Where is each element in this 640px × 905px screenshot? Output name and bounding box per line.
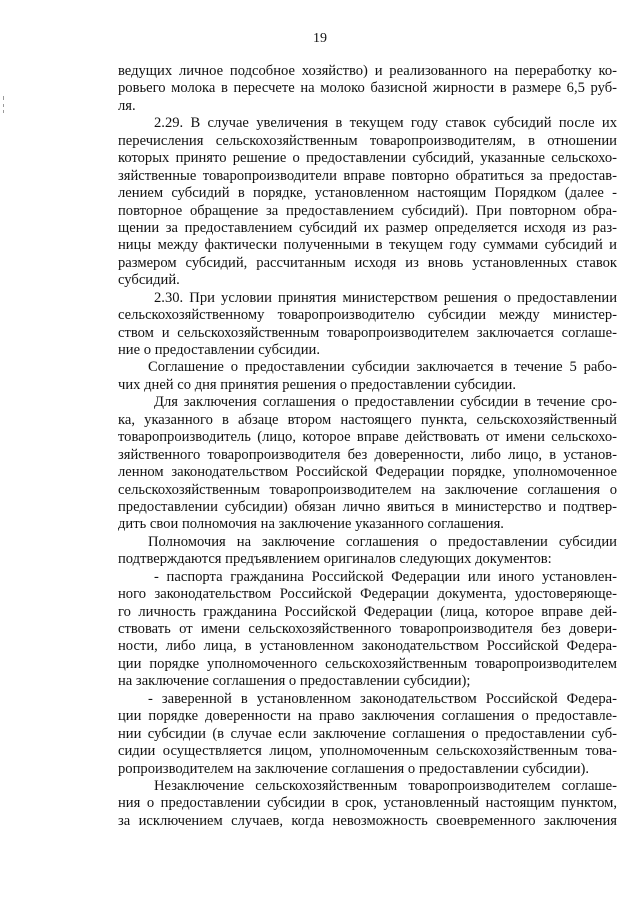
text-line: ровьего молока в пересчете на молоко базисной жирности в размере 6,5 руб- [118,80,617,97]
text-line: на заключение соглашения о предоставлении субсидии); [118,673,471,690]
text-line: за исключением случаев, когда невозможность своевременного заключения [118,812,617,829]
text-line: чих дней со дня принятия решения о предоставлении субсидии. [118,376,517,393]
text-line: ние о предоставлении субсидии. [118,342,321,358]
text-line: ции порядке уполномоченного сельскохозяйственным товаропроизводителем [118,655,617,672]
text-line: ницы между фактически полученными в текущем году суммами субсидий и [118,237,617,254]
text-line: 2.29. В случае увеличения в текущем году ставок субсидий после их [154,115,617,132]
text-line: ствовать от имени сельскохозяйственного товаропроизводителя без довери- [118,621,617,637]
text-line: Соглашение о предоставлении субсидии заключается в течение 5 рабо- [148,359,617,376]
document-body [118,63,617,830]
text-line: ведущих личное подсобное хозяйство) и реализованного на переработку ко- [118,63,617,79]
text-line: Полномочия на заключение соглашения о предоставлении субсидии [148,533,617,550]
text-line: нии субсидии (в случае если заключение соглашения о предоставлении суб- [118,725,617,742]
text-line: ропроизводителем на заключение соглашения о предоставлении субсидии). [118,760,590,777]
text-line: зяйственные товаропроизводители вправе повторно обратиться за предостав- [118,167,617,184]
text-line: повторное обращение за предоставлением субсидий). При повторном обра- [118,202,617,219]
text-line: го личность гражданина Российской Федерации (лица, которое вправе дей- [118,603,617,620]
text-line: зяйственного товаропроизводителя без доверенности, либо лицо, в установ- [118,446,617,463]
text-line: ка, указанного в абзаце втором настоящего пункта, сельскохозяйственный [118,411,617,428]
text-line: сидии осуществляется лицом, уполномоченным сельскохозяйственным това- [118,743,617,760]
text-line: ством и сельскохозяйственным товаропроизводителем заключается соглаше- [118,324,617,341]
text-line: перечисления сельскохозяйственным товаропроизводителям, в отношении [118,132,617,149]
text-line: ности, либо лица, в установленном законодательством Российской Федера- [118,638,617,655]
text-line: Незаключение сельскохозяйственным товаропроизводителем соглаше- [154,777,617,794]
text-line: 2.30. При условии принятия министерством решения о предоставлении [154,289,617,306]
text-line: подтверждаются предъявлением оригиналов следующих документов: [118,551,552,568]
text-line: ленном законодательством Российской Федерации порядке, уполномоченное [118,464,617,481]
text-line: сельскохозяйственному товаропроизводителю субсидии между министер- [118,307,617,324]
text-line: размером субсидий, рассчитанным исходя из вновь установленных ставок [118,254,617,271]
scan-artifact [3,96,4,100]
text-line: ля. [118,97,136,114]
text-line: ного законодательством Российской Федерации документа, удостоверяюще- [118,586,617,603]
scan-artifact [3,104,4,107]
text-line: ния о предоставлении субсидии в срок, установленный настоящим пунктом, [118,795,617,812]
text-line: сельскохозяйственным товаропроизводителем на заключение соглашения о [118,481,617,498]
text-line: которых принято решение о предоставлении субсидий, указанные сельскохо- [118,150,617,167]
text-line: Для заключения соглашения о предоставлении субсидии в течение сро- [154,394,617,411]
text-line: - паспорта гражданина Российской Федерации или иного установлен- [154,568,617,585]
text-line: лением субсидий в порядке, установленном настоящим Порядком (далее - [118,185,617,202]
page-number: 19 [313,31,327,46]
text-line: ции порядке доверенности на право заключения соглашения о предоставле- [118,708,617,725]
text-line: предоставлении субсидии) обязан лично явиться в министерство и подтвер- [118,498,617,515]
text-line: - заверенной в установленном законодательством Российской Федера- [148,690,617,707]
scan-artifact [3,110,4,113]
text-line: дить свои полномочия на заключение указанного соглашения. [118,516,504,533]
text-line: субсидий. [118,272,180,289]
text-line: товаропроизводитель (лицо, которое вправе действовать от имени сельскохо- [118,429,617,446]
text-line: щении за предоставлением субсидий их размер определяется исходя из раз- [118,219,617,236]
